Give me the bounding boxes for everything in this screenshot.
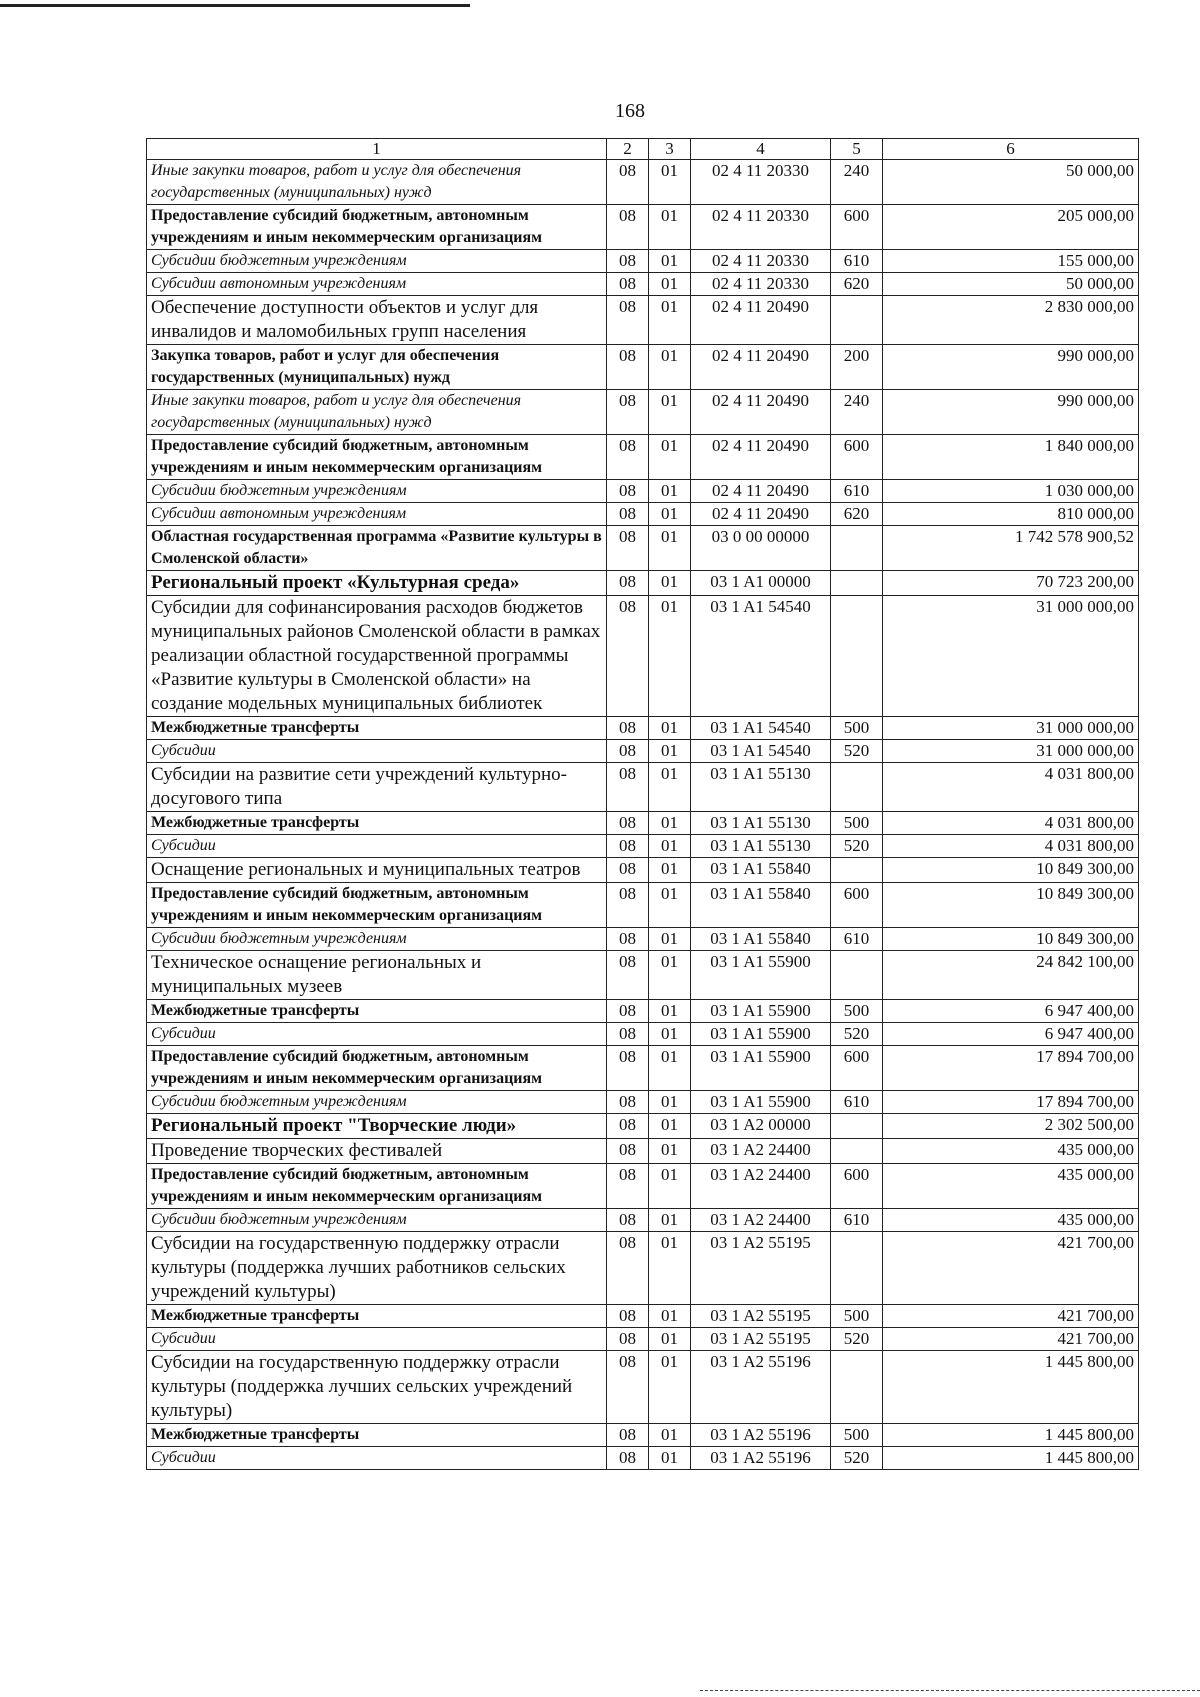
- row-amount: 70 723 200,00: [883, 571, 1139, 596]
- row-section: 08: [607, 273, 649, 296]
- row-amount: 810 000,00: [883, 503, 1139, 526]
- table-row: [147, 1305, 1139, 1328]
- table-row: [147, 1114, 1139, 1139]
- row-expense-type: 520: [831, 1328, 883, 1351]
- table-row: [147, 503, 1139, 526]
- table-row: [147, 928, 1139, 951]
- row-subsection: 01: [649, 883, 691, 928]
- row-section: 08: [607, 250, 649, 273]
- row-name: Субсидии на государственную поддержку отрасли культуры (поддержка лучших работников сельских учреждений культуры): [147, 1232, 607, 1305]
- bottom-rule: [700, 1690, 1200, 1691]
- row-name: Субсидии для софинансирования расходов бюджетов муниципальных районов Смоленской области в рамках реализации областной государственной программы «Развитие культуры в Смоленской области» на создание модельных муниципальных библиотек: [147, 596, 607, 717]
- row-amount: 10 849 300,00: [883, 883, 1139, 928]
- page-number: 168: [615, 100, 645, 122]
- table-row: [147, 1328, 1139, 1351]
- row-subsection: 01: [649, 812, 691, 835]
- header-col-5: 5: [831, 139, 883, 160]
- row-section: 08: [607, 1447, 649, 1470]
- row-subsection: 01: [649, 835, 691, 858]
- table-row: [147, 835, 1139, 858]
- row-target-code: 03 1 A2 24400: [691, 1139, 831, 1164]
- row-section: 08: [607, 1305, 649, 1328]
- row-amount: 4 031 800,00: [883, 812, 1139, 835]
- row-target-code: 02 4 11 20330: [691, 205, 831, 250]
- table-row: [147, 160, 1139, 205]
- row-name: Субсидии бюджетным учреждениям: [147, 250, 607, 273]
- row-amount: 31 000 000,00: [883, 717, 1139, 740]
- row-amount: 435 000,00: [883, 1139, 1139, 1164]
- row-name: Субсидии на государственную поддержку отрасли культуры (поддержка лучших сельских учреждений культуры): [147, 1351, 607, 1424]
- row-subsection: 01: [649, 571, 691, 596]
- table-row: [147, 1023, 1139, 1046]
- row-amount: 1 445 800,00: [883, 1424, 1139, 1447]
- row-target-code: 03 1 A1 55900: [691, 1023, 831, 1046]
- row-subsection: 01: [649, 1164, 691, 1209]
- row-subsection: 01: [649, 160, 691, 205]
- table-row: [147, 1209, 1139, 1232]
- row-name: Иные закупки товаров, работ и услуг для обеспечения государственных (муниципальных) нужд: [147, 160, 607, 205]
- table-row: [147, 250, 1139, 273]
- table-row: [147, 717, 1139, 740]
- row-name: Субсидии бюджетным учреждениям: [147, 1091, 607, 1114]
- row-target-code: 03 1 A1 00000: [691, 571, 831, 596]
- row-subsection: 01: [649, 1023, 691, 1046]
- row-section: 08: [607, 1209, 649, 1232]
- table-row: [147, 1232, 1139, 1305]
- row-target-code: 03 1 A1 54540: [691, 596, 831, 717]
- row-subsection: 01: [649, 273, 691, 296]
- row-target-code: 03 1 A1 54540: [691, 717, 831, 740]
- row-expense-type: 520: [831, 835, 883, 858]
- row-name: Субсидии бюджетным учреждениям: [147, 480, 607, 503]
- row-amount: 155 000,00: [883, 250, 1139, 273]
- row-section: 08: [607, 1114, 649, 1139]
- row-amount: 10 849 300,00: [883, 858, 1139, 883]
- row-subsection: 01: [649, 1000, 691, 1023]
- row-name: Субсидии: [147, 1328, 607, 1351]
- row-amount: 50 000,00: [883, 160, 1139, 205]
- table-row: [147, 596, 1139, 717]
- row-target-code: 03 1 A1 55840: [691, 883, 831, 928]
- row-name: Предоставление субсидий бюджетным, автономным учреждениям и иным некоммерческим организациям: [147, 435, 607, 480]
- table-row: [147, 951, 1139, 1000]
- table-row: [147, 273, 1139, 296]
- row-section: 08: [607, 1046, 649, 1091]
- header-col-3: 3: [649, 139, 691, 160]
- row-section: 08: [607, 296, 649, 345]
- row-amount: 6 947 400,00: [883, 1000, 1139, 1023]
- row-amount: 435 000,00: [883, 1164, 1139, 1209]
- row-name: Межбюджетные трансферты: [147, 1424, 607, 1447]
- row-name: Проведение творческих фестивалей: [147, 1139, 607, 1164]
- row-section: 08: [607, 740, 649, 763]
- row-subsection: 01: [649, 596, 691, 717]
- table-row: [147, 858, 1139, 883]
- row-section: 08: [607, 951, 649, 1000]
- row-subsection: 01: [649, 1114, 691, 1139]
- row-target-code: 03 1 A2 55195: [691, 1232, 831, 1305]
- row-name: Субсидии: [147, 835, 607, 858]
- row-expense-type: 240: [831, 390, 883, 435]
- row-expense-type: 600: [831, 1164, 883, 1209]
- row-expense-type: 500: [831, 1305, 883, 1328]
- row-subsection: 01: [649, 503, 691, 526]
- row-expense-type: 600: [831, 205, 883, 250]
- row-amount: 1 742 578 900,52: [883, 526, 1139, 571]
- row-amount: 421 700,00: [883, 1328, 1139, 1351]
- row-amount: 421 700,00: [883, 1305, 1139, 1328]
- row-section: 08: [607, 1023, 649, 1046]
- row-expense-type: 200: [831, 345, 883, 390]
- row-target-code: 02 4 11 20490: [691, 503, 831, 526]
- row-name: Закупка товаров, работ и услуг для обеспечения государственных (муниципальных) нужд: [147, 345, 607, 390]
- header-col-2: 2: [607, 139, 649, 160]
- row-target-code: 03 1 A1 55130: [691, 812, 831, 835]
- row-expense-type: [831, 571, 883, 596]
- row-expense-type: [831, 596, 883, 717]
- row-target-code: 03 1 A2 55195: [691, 1328, 831, 1351]
- table-row: [147, 763, 1139, 812]
- row-expense-type: 500: [831, 717, 883, 740]
- row-expense-type: [831, 1351, 883, 1424]
- table-row: [147, 740, 1139, 763]
- row-amount: 421 700,00: [883, 1232, 1139, 1305]
- table-row: [147, 1000, 1139, 1023]
- row-expense-type: [831, 763, 883, 812]
- row-expense-type: 520: [831, 740, 883, 763]
- row-section: 08: [607, 571, 649, 596]
- row-section: 08: [607, 503, 649, 526]
- row-expense-type: 620: [831, 273, 883, 296]
- row-subsection: 01: [649, 1328, 691, 1351]
- row-target-code: 02 4 11 20330: [691, 250, 831, 273]
- table-row: [147, 1046, 1139, 1091]
- table-row: [147, 812, 1139, 835]
- table-row: [147, 296, 1139, 345]
- row-amount: 2 302 500,00: [883, 1114, 1139, 1139]
- row-section: 08: [607, 1091, 649, 1114]
- table-row: [147, 435, 1139, 480]
- row-expense-type: 610: [831, 250, 883, 273]
- row-subsection: 01: [649, 858, 691, 883]
- row-section: 08: [607, 1232, 649, 1305]
- row-section: 08: [607, 1139, 649, 1164]
- budget-table: [146, 138, 1139, 1470]
- row-name: Техническое оснащение региональных и муниципальных музеев: [147, 951, 607, 1000]
- row-target-code: 03 1 A2 55196: [691, 1351, 831, 1424]
- row-subsection: 01: [649, 1046, 691, 1091]
- row-target-code: 03 1 A1 55900: [691, 1046, 831, 1091]
- row-amount: 205 000,00: [883, 205, 1139, 250]
- row-amount: 1 445 800,00: [883, 1351, 1139, 1424]
- row-expense-type: 500: [831, 1000, 883, 1023]
- row-subsection: 01: [649, 1209, 691, 1232]
- row-subsection: 01: [649, 345, 691, 390]
- row-name: Межбюджетные трансферты: [147, 812, 607, 835]
- row-expense-type: 610: [831, 480, 883, 503]
- header-col-4: 4: [691, 139, 831, 160]
- row-expense-type: [831, 1114, 883, 1139]
- row-amount: 10 849 300,00: [883, 928, 1139, 951]
- row-section: 08: [607, 390, 649, 435]
- row-name: Обеспечение доступности объектов и услуг для инвалидов и маломобильных групп населения: [147, 296, 607, 345]
- row-target-code: 02 4 11 20490: [691, 345, 831, 390]
- row-amount: 435 000,00: [883, 1209, 1139, 1232]
- row-target-code: 02 4 11 20330: [691, 160, 831, 205]
- row-expense-type: 600: [831, 883, 883, 928]
- row-subsection: 01: [649, 250, 691, 273]
- row-amount: 4 031 800,00: [883, 763, 1139, 812]
- row-expense-type: 600: [831, 435, 883, 480]
- row-subsection: 01: [649, 1447, 691, 1470]
- row-section: 08: [607, 717, 649, 740]
- row-name: Региональный проект «Культурная среда»: [147, 571, 607, 596]
- row-name: Предоставление субсидий бюджетным, автономным учреждениям и иным некоммерческим организациям: [147, 883, 607, 928]
- row-target-code: 03 1 A1 55900: [691, 1091, 831, 1114]
- row-name: Субсидии бюджетным учреждениям: [147, 1209, 607, 1232]
- row-target-code: 02 4 11 20490: [691, 435, 831, 480]
- row-name: Оснащение региональных и муниципальных театров: [147, 858, 607, 883]
- table-row: [147, 1424, 1139, 1447]
- row-name: Межбюджетные трансферты: [147, 1305, 607, 1328]
- row-target-code: 03 1 A1 55130: [691, 763, 831, 812]
- row-amount: 2 830 000,00: [883, 296, 1139, 345]
- table-row: [147, 1447, 1139, 1470]
- row-expense-type: 520: [831, 1447, 883, 1470]
- row-amount: 17 894 700,00: [883, 1091, 1139, 1114]
- row-target-code: 03 1 A2 00000: [691, 1114, 831, 1139]
- row-target-code: 03 1 A1 55130: [691, 835, 831, 858]
- table-row: [147, 1351, 1139, 1424]
- row-expense-type: 610: [831, 1091, 883, 1114]
- row-target-code: 03 1 A1 55840: [691, 928, 831, 951]
- row-name: Субсидии на развитие сети учреждений культурно-досугового типа: [147, 763, 607, 812]
- row-amount: 31 000 000,00: [883, 740, 1139, 763]
- row-name: Предоставление субсидий бюджетным, автономным учреждениям и иным некоммерческим организациям: [147, 1164, 607, 1209]
- row-subsection: 01: [649, 740, 691, 763]
- row-target-code: 03 1 A2 24400: [691, 1164, 831, 1209]
- table-body: [147, 160, 1139, 1470]
- row-target-code: 03 1 A1 55900: [691, 951, 831, 1000]
- row-name: Межбюджетные трансферты: [147, 717, 607, 740]
- row-expense-type: 520: [831, 1023, 883, 1046]
- row-expense-type: 610: [831, 1209, 883, 1232]
- table-row: [147, 571, 1139, 596]
- row-target-code: 03 1 A1 54540: [691, 740, 831, 763]
- row-section: 08: [607, 1424, 649, 1447]
- row-subsection: 01: [649, 1305, 691, 1328]
- row-subsection: 01: [649, 717, 691, 740]
- row-subsection: 01: [649, 1232, 691, 1305]
- row-section: 08: [607, 928, 649, 951]
- row-subsection: 01: [649, 526, 691, 571]
- table-row: [147, 390, 1139, 435]
- row-section: 08: [607, 1164, 649, 1209]
- row-amount: 24 842 100,00: [883, 951, 1139, 1000]
- row-subsection: 01: [649, 1091, 691, 1114]
- row-amount: 17 894 700,00: [883, 1046, 1139, 1091]
- row-section: 08: [607, 480, 649, 503]
- row-expense-type: 500: [831, 1424, 883, 1447]
- row-target-code: 03 1 A1 55900: [691, 1000, 831, 1023]
- row-target-code: 02 4 11 20330: [691, 273, 831, 296]
- row-subsection: 01: [649, 390, 691, 435]
- row-target-code: 03 1 A2 24400: [691, 1209, 831, 1232]
- row-amount: 50 000,00: [883, 273, 1139, 296]
- row-expense-type: [831, 858, 883, 883]
- header-col-1: 1: [147, 139, 607, 160]
- row-expense-type: [831, 296, 883, 345]
- row-amount: 4 031 800,00: [883, 835, 1139, 858]
- row-section: 08: [607, 835, 649, 858]
- row-name: Областная государственная программа «Развитие культуры в Смоленской области»: [147, 526, 607, 571]
- top-rule: [0, 4, 470, 7]
- row-target-code: 02 4 11 20490: [691, 390, 831, 435]
- row-subsection: 01: [649, 928, 691, 951]
- row-amount: 31 000 000,00: [883, 596, 1139, 717]
- row-name: Предоставление субсидий бюджетным, автономным учреждениям и иным некоммерческим организациям: [147, 1046, 607, 1091]
- table-row: [147, 883, 1139, 928]
- row-expense-type: [831, 951, 883, 1000]
- row-expense-type: 620: [831, 503, 883, 526]
- row-section: 08: [607, 1351, 649, 1424]
- row-section: 08: [607, 596, 649, 717]
- row-name: Межбюджетные трансферты: [147, 1000, 607, 1023]
- row-section: 08: [607, 1328, 649, 1351]
- row-expense-type: 610: [831, 928, 883, 951]
- table-row: [147, 205, 1139, 250]
- header-col-6: 6: [883, 139, 1139, 160]
- row-name: Субсидии: [147, 1447, 607, 1470]
- header-row: [147, 139, 1139, 160]
- table-row: [147, 1091, 1139, 1114]
- row-section: 08: [607, 763, 649, 812]
- row-subsection: 01: [649, 480, 691, 503]
- row-expense-type: 600: [831, 1046, 883, 1091]
- table-row: [147, 1139, 1139, 1164]
- row-section: 08: [607, 883, 649, 928]
- row-name: Иные закупки товаров, работ и услуг для обеспечения государственных (муниципальных) нужд: [147, 390, 607, 435]
- row-target-code: 03 1 A1 55840: [691, 858, 831, 883]
- row-amount: 990 000,00: [883, 390, 1139, 435]
- row-section: 08: [607, 526, 649, 571]
- row-section: 08: [607, 435, 649, 480]
- row-section: 08: [607, 858, 649, 883]
- row-expense-type: [831, 526, 883, 571]
- row-subsection: 01: [649, 205, 691, 250]
- row-amount: 1 445 800,00: [883, 1447, 1139, 1470]
- row-name: Субсидии: [147, 740, 607, 763]
- row-target-code: 02 4 11 20490: [691, 480, 831, 503]
- row-expense-type: [831, 1139, 883, 1164]
- table-row: [147, 480, 1139, 503]
- row-amount: 990 000,00: [883, 345, 1139, 390]
- row-subsection: 01: [649, 1139, 691, 1164]
- row-name: Региональный проект "Творческие люди»: [147, 1114, 607, 1139]
- row-amount: 6 947 400,00: [883, 1023, 1139, 1046]
- row-expense-type: 500: [831, 812, 883, 835]
- row-target-code: 03 1 A2 55195: [691, 1305, 831, 1328]
- row-section: 08: [607, 1000, 649, 1023]
- table-row: [147, 526, 1139, 571]
- row-amount: 1 030 000,00: [883, 480, 1139, 503]
- row-subsection: 01: [649, 435, 691, 480]
- row-target-code: 03 1 A2 55196: [691, 1424, 831, 1447]
- row-amount: 1 840 000,00: [883, 435, 1139, 480]
- row-subsection: 01: [649, 1424, 691, 1447]
- row-name: Субсидии автономным учреждениям: [147, 273, 607, 296]
- row-name: Субсидии автономным учреждениям: [147, 503, 607, 526]
- row-subsection: 01: [649, 951, 691, 1000]
- row-section: 08: [607, 812, 649, 835]
- row-target-code: 02 4 11 20490: [691, 296, 831, 345]
- table-row: [147, 345, 1139, 390]
- row-target-code: 03 0 00 00000: [691, 526, 831, 571]
- row-subsection: 01: [649, 763, 691, 812]
- row-name: Предоставление субсидий бюджетным, автономным учреждениям и иным некоммерческим организациям: [147, 205, 607, 250]
- row-name: Субсидии бюджетным учреждениям: [147, 928, 607, 951]
- row-subsection: 01: [649, 296, 691, 345]
- row-section: 08: [607, 160, 649, 205]
- row-target-code: 03 1 A2 55196: [691, 1447, 831, 1470]
- table-row: [147, 1164, 1139, 1209]
- row-expense-type: 240: [831, 160, 883, 205]
- row-section: 08: [607, 205, 649, 250]
- row-expense-type: [831, 1232, 883, 1305]
- row-name: Субсидии: [147, 1023, 607, 1046]
- row-subsection: 01: [649, 1351, 691, 1424]
- row-section: 08: [607, 345, 649, 390]
